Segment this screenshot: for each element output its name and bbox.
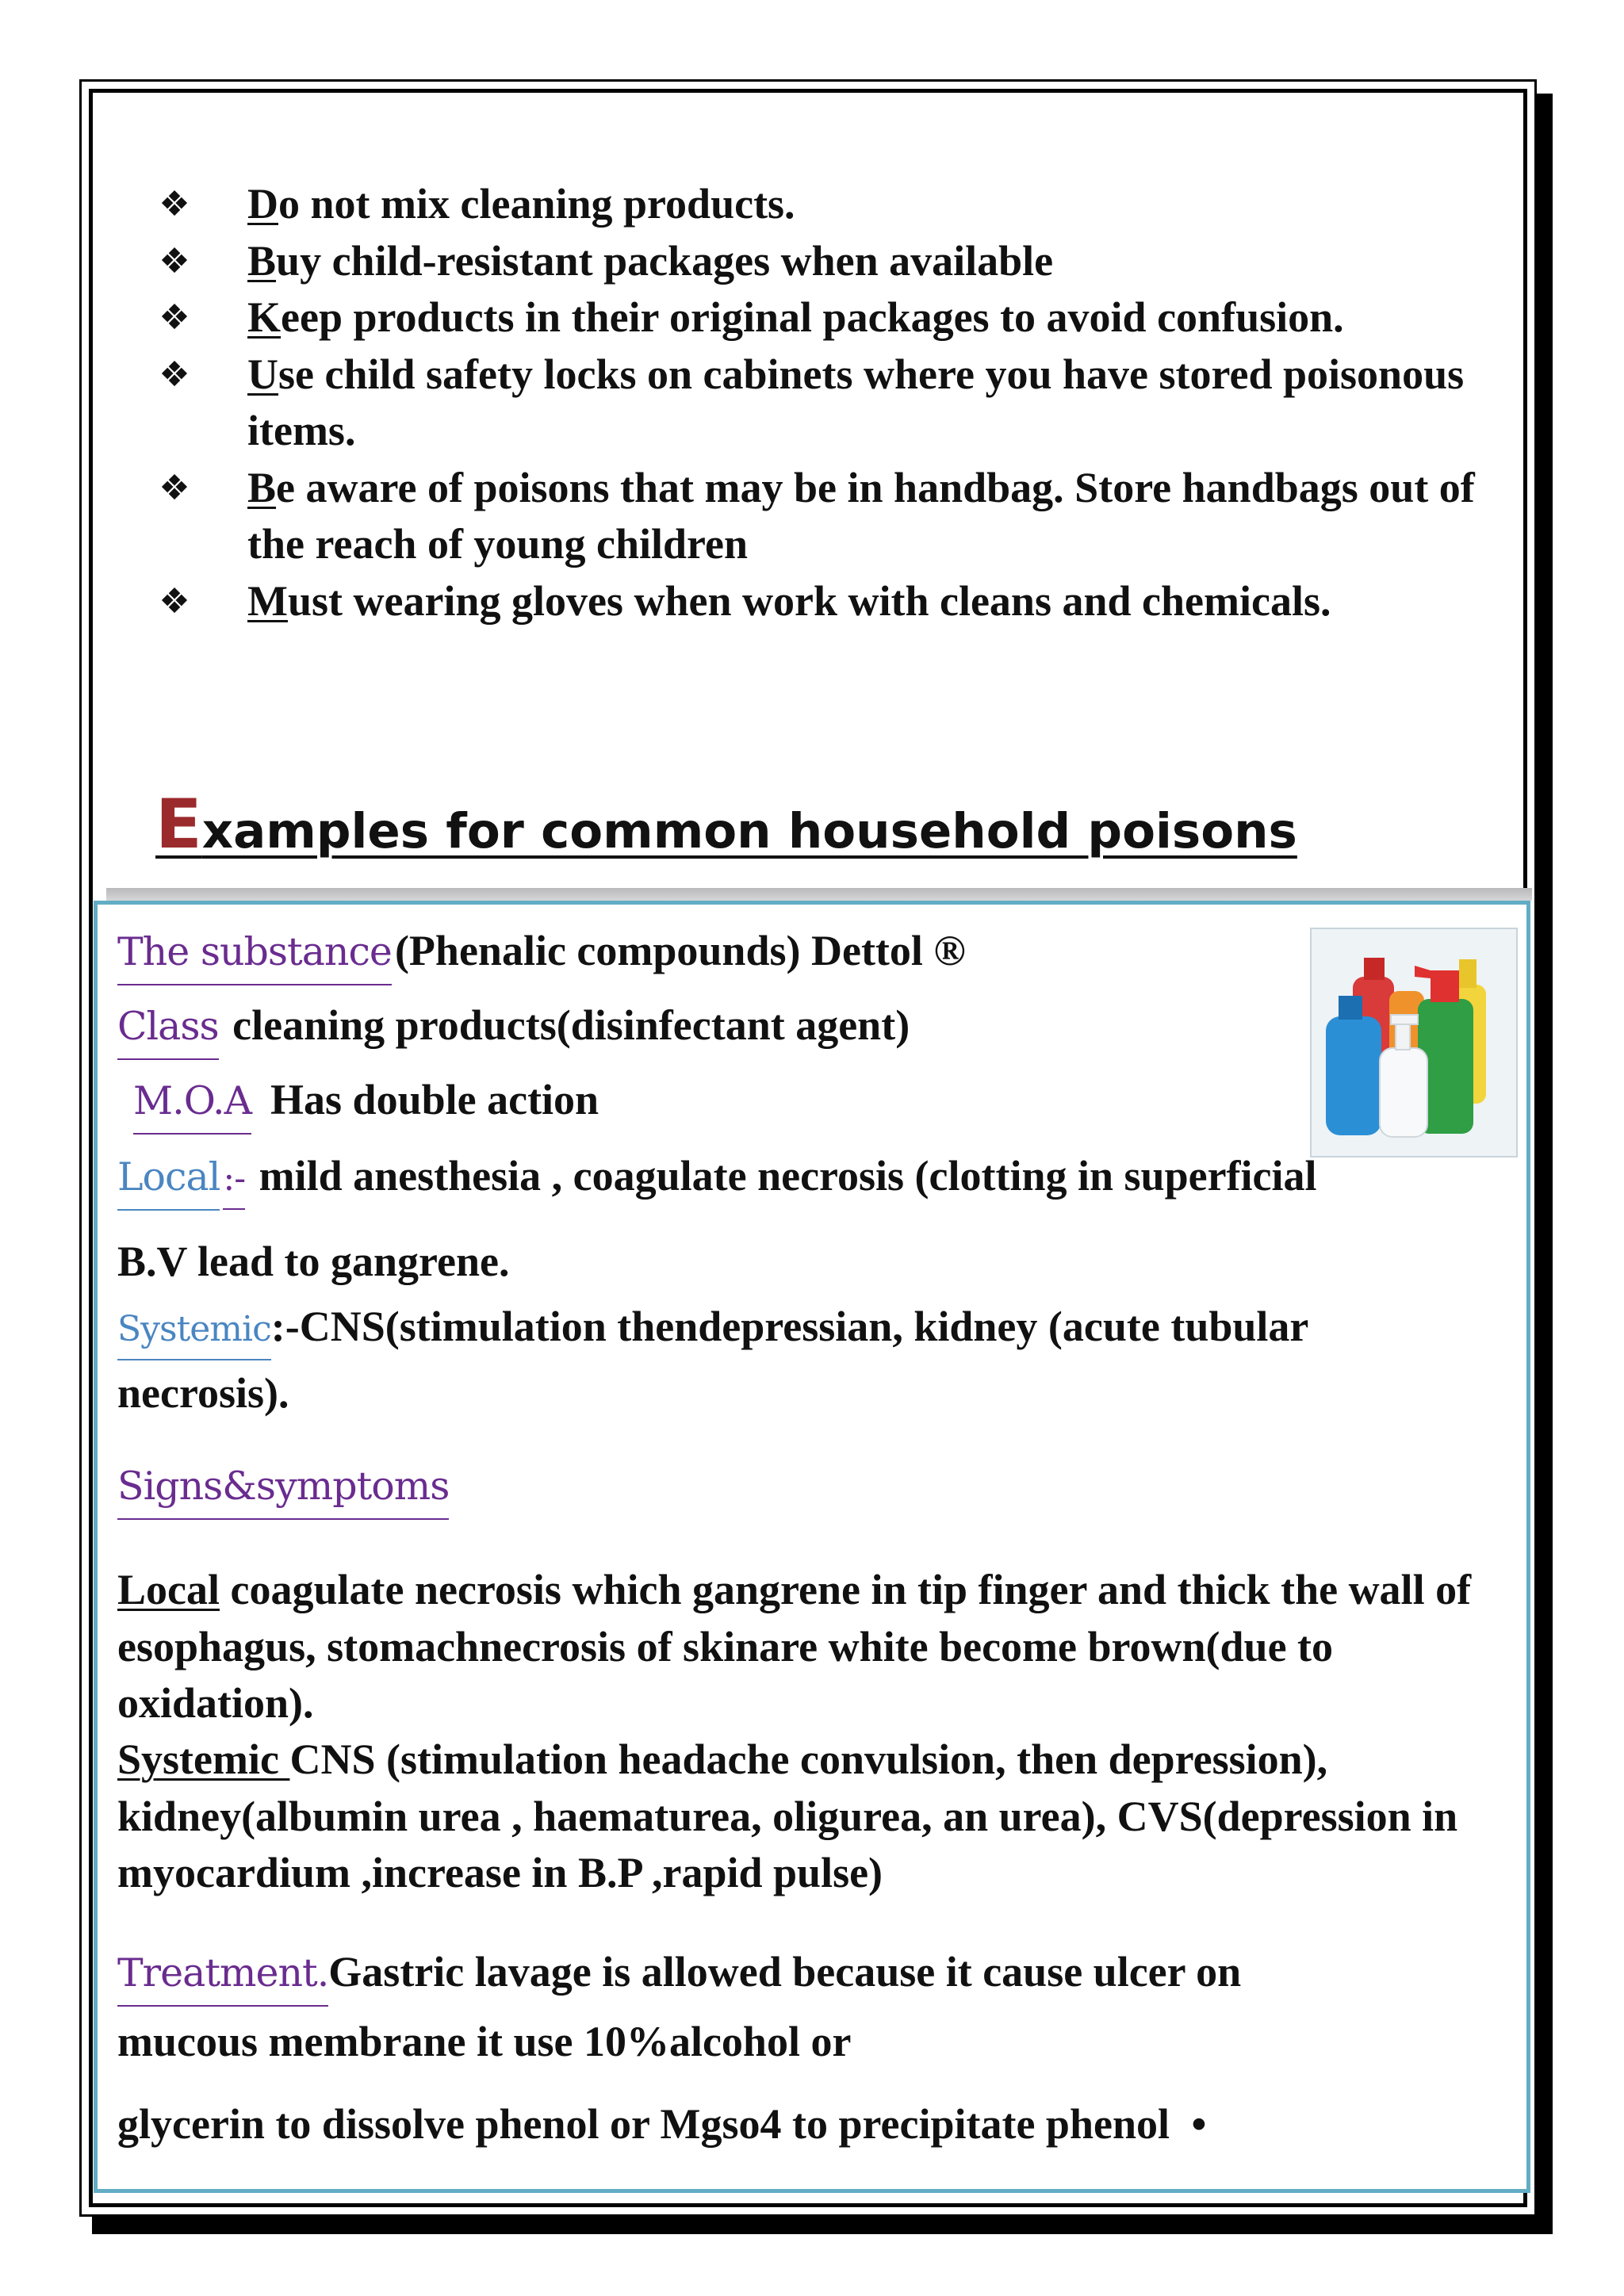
cleaning-bottles-icon <box>1312 929 1516 1156</box>
tip-first-letter: U <box>247 350 278 398</box>
diamond-bullet-icon: ❖ <box>159 354 190 395</box>
treatment-line1: Gastric lavage is allowed because it cause ulcer on <box>328 1948 1242 1996</box>
tip-text: eep products in their original packages to avoid confusion. <box>281 293 1344 341</box>
signs-heading: Signs&symptoms <box>117 1464 449 1520</box>
signs-systemic-label: Systemic <box>117 1735 290 1783</box>
signs-local-text: coagulate necrosis which gangrene in tip finger and thick the wall of esophagus, stomachnecrosis of skinare white become brown(due to oxidation). <box>117 1566 1472 1727</box>
gray-divider-bar <box>106 888 1532 901</box>
tip-first-letter: B <box>247 463 277 511</box>
tip-first-letter: B <box>247 236 277 285</box>
substance-text: (Phenalic compounds) Dettol ® <box>394 927 966 974</box>
local-row <box>117 1151 1317 1211</box>
treatment-line2: mucous membrane it use 10%alcohol or <box>117 2018 852 2065</box>
substance-label: The substance <box>117 929 392 985</box>
signs-systemic-paragraph <box>117 1732 1521 1902</box>
tip-text: e aware of poisons that may be in handbag. Store handbags out of the reach of young children <box>247 463 1475 568</box>
systemic-row <box>117 1302 1308 1360</box>
section-title-text: xamples for common household poisons <box>201 803 1297 859</box>
tip-item <box>151 346 1483 460</box>
tip-text: se child safety locks on cabinets where you have stored poisonous items. <box>247 350 1465 454</box>
moa-text: Has double action <box>270 1076 599 1123</box>
tip-item <box>151 233 1483 290</box>
systemic-continuation: necrosis). <box>117 1369 289 1417</box>
tip-first-letter: K <box>247 293 282 341</box>
tip-item <box>151 176 1483 233</box>
signs-local-label: Local <box>117 1566 220 1613</box>
signs-local-paragraph <box>117 1562 1521 1732</box>
local-continuation: B.V lead to gangrene. <box>117 1238 510 1285</box>
class-label: Class <box>117 1004 219 1060</box>
signs-systemic-text: CNS (stimulation headache convulsion, then depression), kidney(albumin urea , haematurea, oligurea, an urea), CVS(depression in myocardium ,increase in B.P ,rapid pulse) <box>117 1735 1458 1896</box>
tip-text: uy child-resistant packages when available <box>276 236 1054 285</box>
tip-text: o not mix cleaning products. <box>278 180 795 228</box>
class-text: cleaning products(disinfectant agent) <box>221 1001 910 1049</box>
class-row <box>117 1001 910 1060</box>
safety-tips-list <box>151 176 1483 629</box>
local-separator: :- <box>223 1158 245 1210</box>
treatment-row <box>117 1947 1241 2007</box>
treatment-bullet: • <box>1191 2100 1207 2148</box>
diamond-bullet-icon: ❖ <box>159 184 190 224</box>
treatment-line3-row <box>117 2099 1206 2149</box>
moa-row <box>133 1075 599 1135</box>
tip-item <box>151 573 1483 630</box>
diamond-bullet-icon: ❖ <box>159 240 190 281</box>
diamond-bullet-icon: ❖ <box>159 467 190 508</box>
treatment-label: Treatment. <box>117 1950 328 2007</box>
tip-first-letter: D <box>247 180 278 228</box>
tip-text: ust wearing gloves when work with cleans and chemicals. <box>287 576 1331 625</box>
treatment-line3: glycerin to dissolve phenol or Mgso4 to precipitate phenol <box>117 2100 1170 2148</box>
systemic-text: :-CNS(stimulation thendepressian, kidney (acute tubular <box>270 1303 1309 1350</box>
diamond-bullet-icon: ❖ <box>159 297 190 338</box>
tip-first-letter: M <box>247 576 288 625</box>
cleaning-bottles-image <box>1310 928 1518 1158</box>
local-label: Local <box>117 1154 220 1211</box>
moa-label: M.O.A <box>133 1078 251 1135</box>
tip-item <box>151 460 1483 573</box>
signs-heading-row <box>117 1460 452 1520</box>
local-text: mild anesthesia , coagulate necrosis (clotting in superficial <box>248 1152 1317 1200</box>
substance-row <box>117 926 966 985</box>
section-title-initial: E <box>155 785 202 864</box>
section-title <box>155 785 1297 864</box>
systemic-label: Systemic <box>117 1309 271 1360</box>
tip-item <box>151 289 1483 346</box>
diamond-bullet-icon: ❖ <box>159 580 190 622</box>
